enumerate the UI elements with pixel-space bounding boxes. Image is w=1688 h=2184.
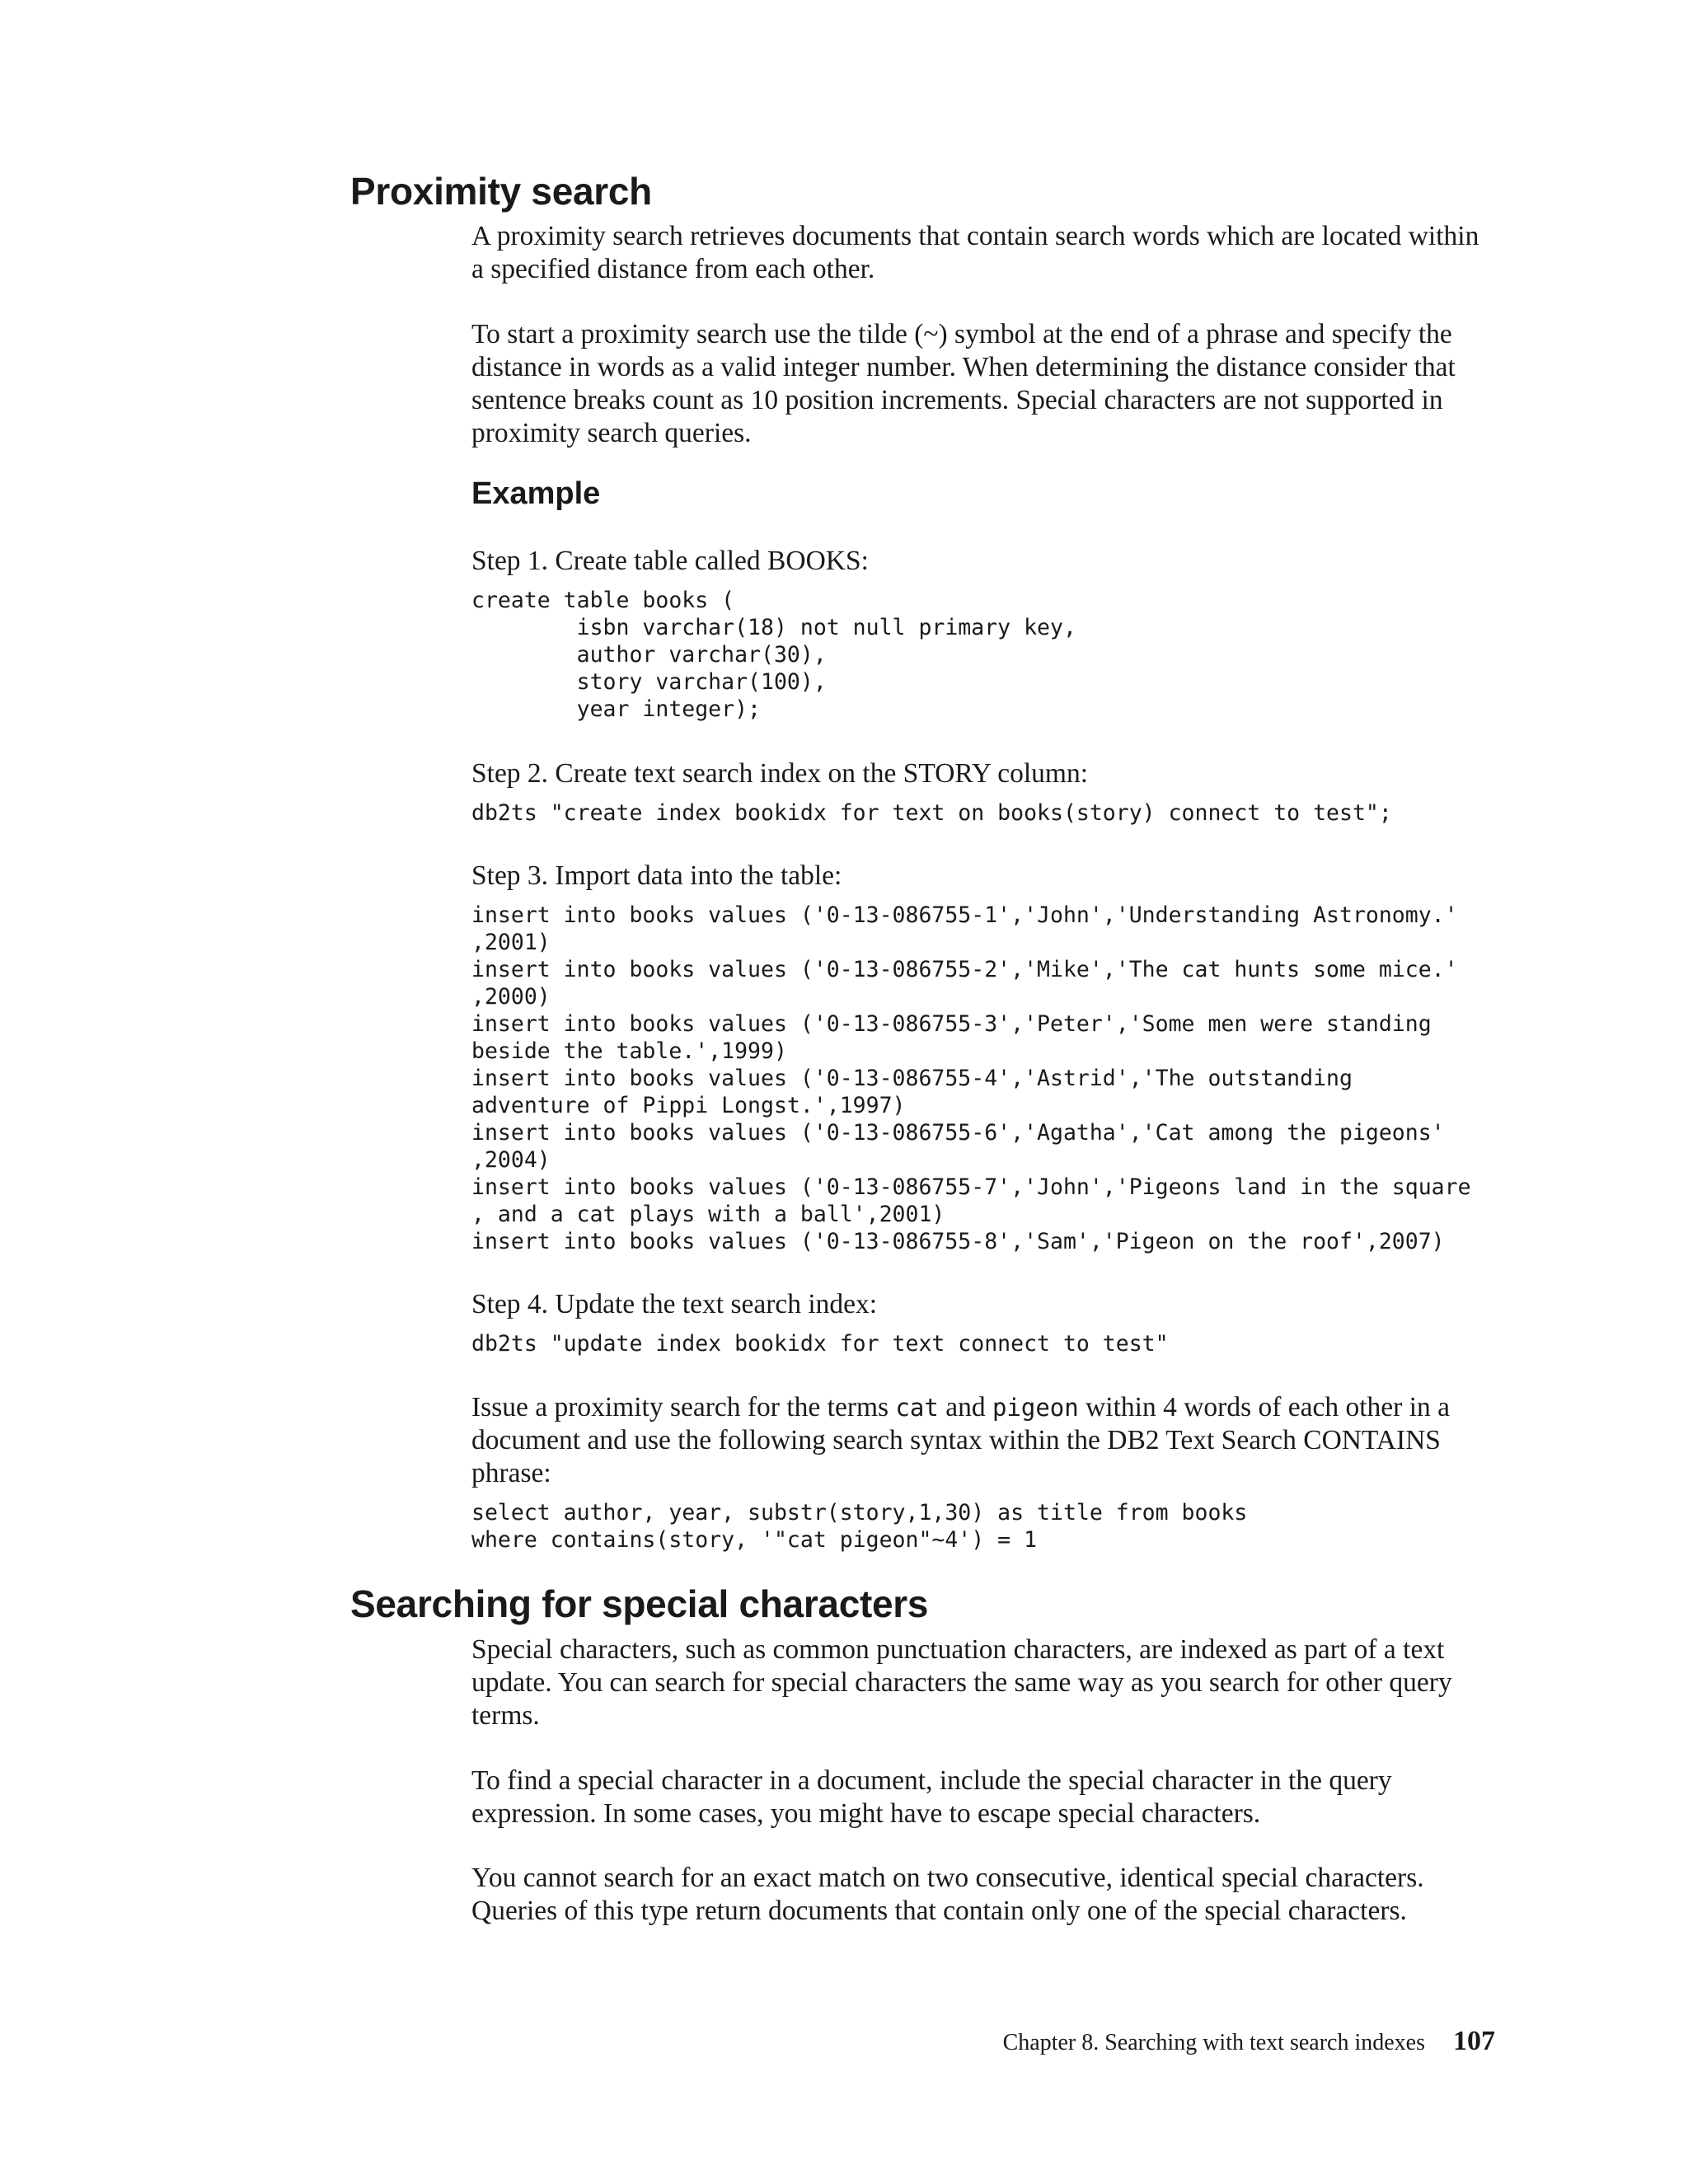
section-title-special-characters: Searching for special characters [350,1582,929,1625]
special-para-1: Special characters, such as common punctuation characters, are indexed as part of a text update. You can search for special characters the same way as you search for other query terms. [471,1634,1452,1731]
issue-query-paragraph [471,1391,1493,1490]
page-footer [1003,2026,1495,2057]
step2-label: Step 2. Create text search index on the STORY column: [471,758,1089,789]
step4-code-block: db2ts "update index bookidx for text connect to test" [471,1331,1169,1357]
step1-code-block: create table books ( isbn varchar(18) not null primary key, author varchar(30), story varchar(100), year integer); [471,588,1076,722]
step4-label: Step 4. Update the text search index: [471,1289,878,1319]
step2-code-block: db2ts "create index bookidx for text on books(story) connect to test"; [471,800,1392,826]
query-code-block: select author, year, substr(story,1,30) as title from books where contains(story, '"cat pigeon"~4') = 1 [471,1500,1248,1553]
footer-chapter-title: Chapter 8. Searching with text search indexes [1002,2030,1425,2055]
term-cat: cat [895,1394,939,1422]
issue-text-part3: within 4 words of each other in a document and use the following search syntax within the DB2 Text Search CONTAINS phrase: [471,1392,1451,1488]
step1-label: Step 1. Create table called BOOKS: [471,546,869,576]
page-number: 107 [1453,2026,1495,2056]
proximity-howto-paragraph: To start a proximity search use the tilde (~) symbol at the end of a phrase and specify the distance in words as a valid integer number. When determining the distance consider that sentence breaks count as 10 position increments. Special characters are not supported in proximity search queries. [471,319,1456,448]
step3-label: Step 3. Import data into the table: [471,860,842,891]
example-heading: Example [471,476,601,511]
term-pigeon: pigeon [992,1394,1079,1422]
special-para-3: You cannot search for an exact match on two consecutive, identical special characters. Queries of this type return documents that contain only one of the special characters. [471,1863,1424,1926]
special-para-2: To find a special character in a document, include the special character in the query expression. In some cases, you might have to escape special characters. [471,1765,1392,1829]
proximity-intro-paragraph: A proximity search retrieves documents that contain search words which are located within a specified distance from each other. [471,221,1479,284]
step3-code-block: insert into books values ('0-13-086755-1','John','Understanding Astronomy.' ,2001) insert into books values ('0-13-086755-2','Mike','The cat hunts some mice.' ,2000) insert into books values ('0-13-086755-3','Peter','Some men were standing beside the table.',1999) insert into books values ('0-13-086755-4','Astrid','The outstanding adventure of Pippi Longst.',1997) insert into books values ('0-13-086755-6','Agatha','Cat among the pigeons' ,2004) insert into books values ('0-13-086755-7','John','Pigeons land in the square , and a cat plays with a ball',2001) insert into books values ('0-13-086755-8','Sam','Pigeon on the roof',2007) [471,902,1471,1254]
issue-text-part2: and [938,1392,992,1422]
section-title-proximity-search: Proximity search [350,170,652,213]
issue-text-part1: Issue a proximity search for the terms [471,1392,896,1422]
